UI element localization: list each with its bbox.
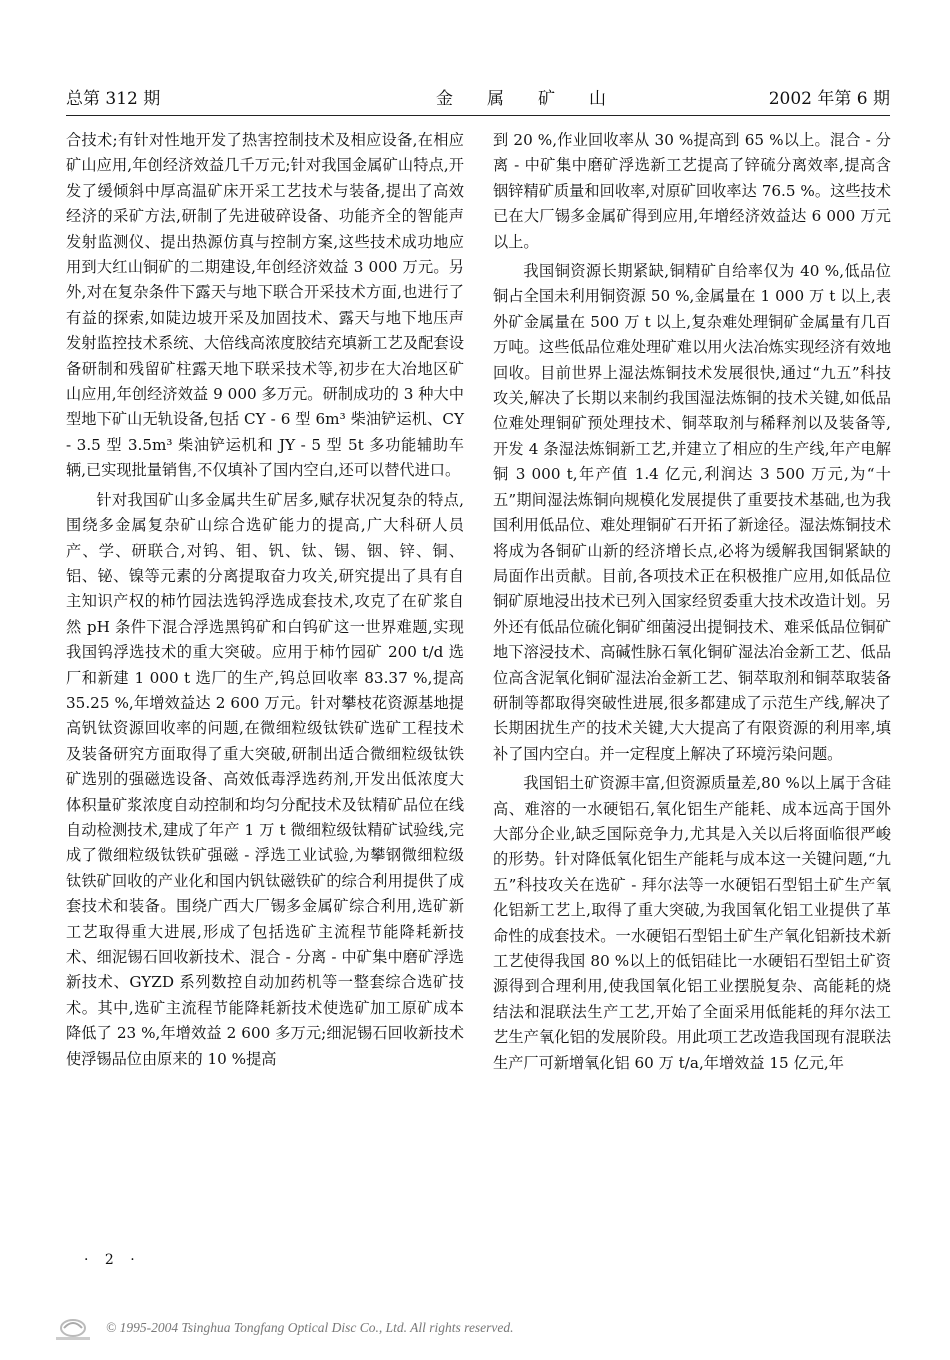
left-column [66, 128, 464, 1072]
running-header [66, 82, 890, 112]
right-column [493, 128, 891, 1076]
paragraph: 到 20 %,作业回收率从 30 %提高到 65 %以上。混合 - 分离 - 中矿集中磨矿浮选新工艺提高了锌硫分离效率,提高含铟锌精矿质量和回收率,对原矿回收率达 76.5 %。这些技术已在大厂锡多金属矿得到应用,年增经济效益达 6 000 万元以上。 [493, 131, 891, 251]
paragraph: 我国铝土矿资源丰富,但资源质量差,80 %以上属于含硅高、难溶的一水硬铝石,氧化铝生产能耗、成本远高于国外大部分企业,缺乏国际竞争力,尤其是入关以后将面临很严峻的形势。针对降低氧化铝生产能耗与成本这一关键问题,“九五”科技攻关在选矿 - 拜尔法等一水硬铝石型铝土矿生产氧化铝新工艺上,取得了重大突破,为我国氧化铝工业提供了革命性的成套技术。一水硬铝石型铝土矿生产氧化铝新技术新工艺使得我国 80 %以上的低铝硅比一水硬铝石型铝土矿资源得到合理利用,使我国氧化铝工业摆脱复杂、高能耗的烧结法和混联法生产工艺,开始了全面采用低能耗的拜尔法工艺生产氧化铝的发展阶段。用此项工艺改造我国现有混联法生产厂可新增氧化铝 60 万 t/a,年增效益 15 亿元,年 [493, 774, 891, 1072]
paragraph: 针对我国矿山多金属共生矿居多,赋存状况复杂的特点,围绕多金属复杂矿山综合选矿能力的提高,广大科研人员产、学、研联合,对钨、钼、钒、钛、锡、铟、锌、铜、铝、铋、镍等元素的分离提取奋力攻关,研究提出了具有自主知识产权的柿竹园法选钨浮选成套技术,攻克了在矿浆自然 pH 条件下混合浮选黑钨矿和白钨矿这一世界难题,实现我国钨浮选技术的重大突破。应用于柿竹园矿 200 t/d 选厂和新建 1 000 t 选厂的生产,钨总回收率 83.37 %,提高 35.25 %,年增效益达 2 600 万元。针对攀枝花资源基地提高钒钛资源回收率的问题,在微细粒级钛铁矿选矿工程技术及装备研究方面取得了重大突破,研制出适合微细粒级钛铁矿选别的强磁选设备、高效低毒浮选药剂,开发出低浓度大体积量矿浆浓度自动控制和均匀分配技术及钛精矿品位在线自动检测技术,建成了年产 1 万 t 微细粒级钛精矿试验线,完成了微细粒级钛铁矿强磁 - 浮选工业试验,为攀钢微细粒级钛铁矿回收的产业化和国内钒钛磁铁矿的综合利用提供了成套技术和装备。围绕广西大厂锡多金属矿综合利用,选矿新工艺取得重大进展,形成了包括选矿主流程节能降耗新技术、细泥锡石回收新技术、混合 - 分离 - 中矿集中磨矿浮选新技术、GYZD 系列数控自动加药机等一整套综合选矿技术。其中,选矿主流程节能降耗新技术使选矿加工原矿成本降低了 23 %,年增效益 2 600 多万元;细泥锡石回收新技术使浮锡品位由原来的 10 %提高 [66, 490, 464, 1068]
paragraph: 合技术;有针对性地开发了热害控制技术及相应设备,在相应矿山应用,年创经济效益几千万元;针对我国金属矿山特点,开发了缓倾斜中厚高温矿床开采工艺技术与装备,提出了高效经济的采矿方法,研制了先进破碎设备、功能齐全的智能声发射监测仪、提出热源仿真与控制方案,这些技术成功地应用到大红山铜矿的二期建设,年创经济效益 3 000 万元。另外,对在复杂条件下露天与地下联合开采技术方面,也进行了有益的探索,如陡边坡开采及加固技术、露天与地下地压声发射监控技术系统、大倍线高浓度胶结充填新工艺及配套设备研制和残留矿柱露天地下联采技术等,初步在大冶地区矿山应用,年创经济效益 9 000 多万元。研制成功的 3 种大中型地下矿山无轨设备,包括 CY - 6 型 6m³ 柴油铲运机、CY - 3.5 型 3.5m³ 柴油铲运机和 JY - 5 型 5t 多功能辅助车辆,已实现批量销售,不仅填补了国内空白,还可以替代进口。 [66, 131, 464, 480]
publisher-logo-icon [52, 1316, 94, 1342]
year-issue: 2002 年第 6 期 [768, 89, 890, 109]
journal-title: 金属矿山 [436, 89, 640, 109]
footer [0, 1312, 950, 1342]
copyright-notice: © 1995-2004 Tsinghua Tongfang Optical Disc Co., Ltd. All rights reserved. [106, 1320, 514, 1335]
paragraph: 我国铜资源长期紧缺,铜精矿自给率仅为 40 %,低品位铜占全国未利用铜资源 50 %,金属量在 1 000 万 t 以上,表外矿金属量在 500 万 t 以上,复杂难处理铜矿金属量有几百万吨。这些低品位难处理矿难以用火法冶炼实现经济有效地回收。目前世界上湿法炼铜技术发展很快,通过“九五”科技攻关,解决了长期以来制约我国湿法炼铜的技术关键,如低品位难处理铜矿预处理技术、铜萃取剂与稀释剂以及装备等,开发 4 条湿法炼铜新工艺,并建立了相应的生产线,年产电解铜 3 000 t,年产值 1.4 亿元,利润达 3 500 万元,为“十五”期间湿法炼铜向规模化发展提供了重要技术基础,也为我国利用低品位、难处理铜矿石开拓了新途径。湿法炼铜技术将成为各铜矿山新的经济增长点,必将为缓解我国铜紧缺的局面作出贡献。目前,各项技术正在积极推广应用,如低品位铜矿原地浸出技术已列入国家经贸委重大技术改造计划。另外还有低品位硫化铜矿细菌浸出提铜技术、难采低品位铜矿地下溶浸技术、高碱性脉石氧化铜矿湿法冶金新工艺、低品位高含泥氧化铜矿湿法冶金新工艺、铜萃取剂和铜萃取装备研制等都取得突破性进展,很多都建成了示范生产线,解决了长期困扰生产的技术关键,大大提高了有限资源的利用率,填补了国内空白。并一定程度上解决了环境污染问题。 [493, 262, 891, 763]
page-number: · 2 · [84, 1252, 141, 1268]
header-rule [66, 115, 890, 116]
issue-number: 总第 312 期 [66, 89, 161, 109]
